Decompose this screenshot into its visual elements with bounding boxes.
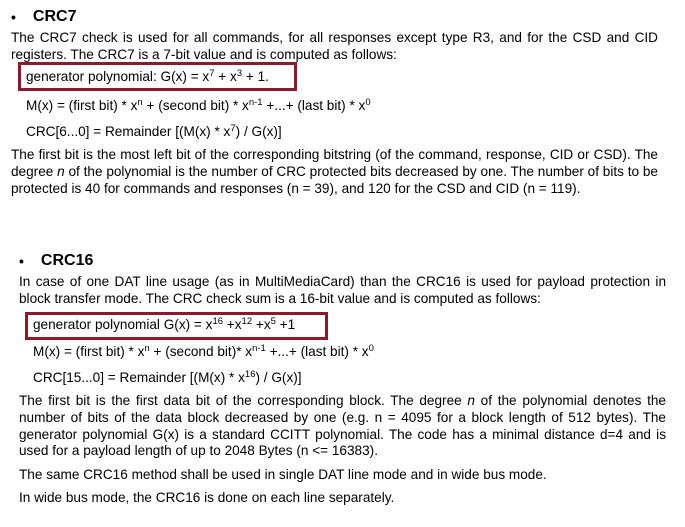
- crc7-heading-row: [11, 7, 76, 27]
- crc16-generator-polynomial: generator polynomial $G(x) = x^{16} +x^{12} +x^5 +1$: [33, 316, 296, 332]
- crc7-intro: The CRC7 check is used for all commands, for all responses except type R3, and for the CSD and CID registers. The CRC7 is a 7-bit value and is computed as follows:: [11, 30, 658, 62]
- crc7-description: The first bit is the most left bit of the corresponding bitstring (of the command, response, CID or CSD). The degree n of the polynomial is the number of CRC protected bits decreased by one. The number of bits to be protected is 40 for commands and responses (n = 39), and 120 for the CSD and CID (n = 119).: [11, 147, 658, 196]
- crc16-description: The first bit is the first data bit of the corresponding block. The degree n of the polynomial denotes the number of bits of the data block decreased by one (e.g. n = 4095 for a block length of 512 bytes). The generator polynomial G(x) is a standard CCITT polynomial. The code has a minimal distance d=4 and is used for a payload length of up to 2048 Bytes (n <= 16383).: [19, 393, 666, 459]
- crc16-heading: CRC16: [40, 252, 94, 269]
- crc7-generator-polynomial: generator polynomial: $G(x) = x^7 + x^3 + 1$.: [26, 68, 269, 84]
- crc16-heading-row: [19, 251, 93, 271]
- crc16-intro: In case of one DAT line usage (as in MultiMediaCard) than the CRC16 is used for payload protection in block transfer mode. The CRC check sum is a 16-bit value and is computed as follows:: [19, 274, 666, 306]
- crc7-heading: CRC7: [32, 8, 77, 25]
- crc16-wide-bus-note: In wide bus mode, the CRC16 is done on each line separately.: [19, 490, 395, 505]
- crc7-message-polynomial: M(x) = (first $bit) * x^n$ + (second $bit) * x^{n-1}$ +...+ (last $bit) * x^0$: [26, 97, 371, 113]
- crc7-bullet: •: [11, 9, 16, 25]
- crc16-message-polynomial: M(x) = (first $bit) * x^n$ + (second bit)* $x^{n-1}$ +...+ (last $bit) * x^0$: [33, 343, 374, 359]
- crc16-bullet: •: [19, 253, 24, 269]
- crc7-remainder-formula: CRC[6...0] = Remainder $[(M(x) * x^7) / G(x)]$: [26, 123, 282, 139]
- crc16-remainder-formula: CRC[15...0] = Remainder $[(M(x) * x^{16}) / G(x)]$: [33, 369, 302, 385]
- crc16-same-method-note: The same CRC16 method shall be used in single DAT line mode and in wide bus mode.: [19, 467, 547, 482]
